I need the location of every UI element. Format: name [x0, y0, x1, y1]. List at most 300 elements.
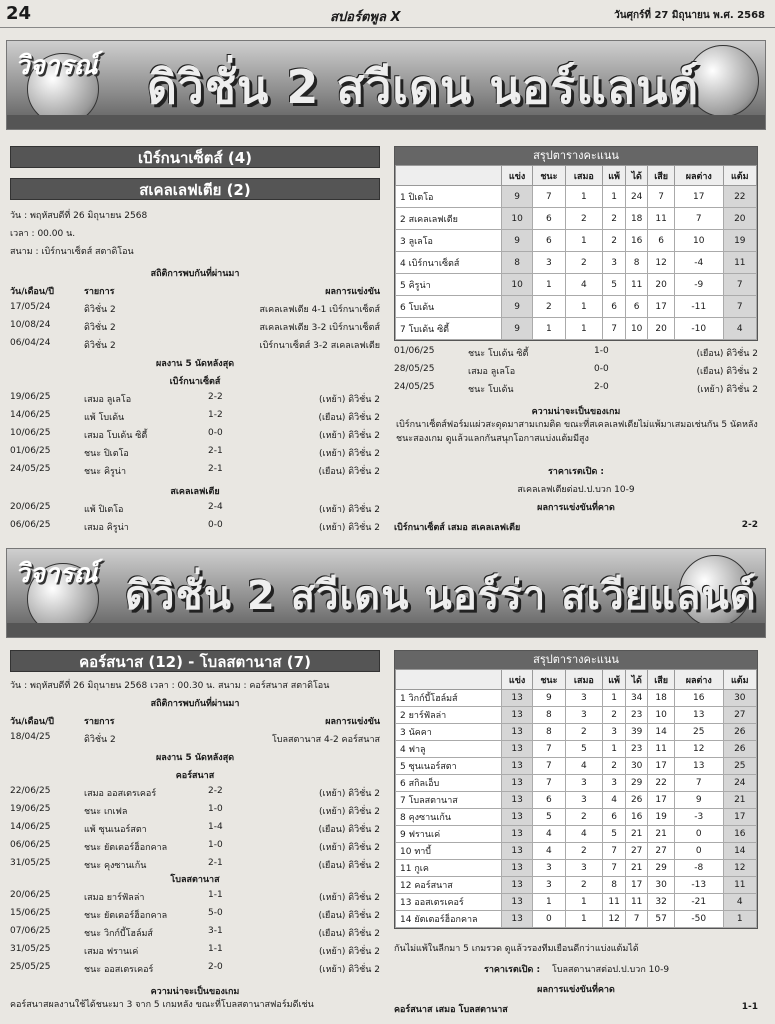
col-date: วัน/เดือน/ปี	[10, 287, 54, 297]
table-cell: 7	[603, 860, 626, 877]
form-opponent: เสมอ ฟรานเค่	[84, 947, 139, 957]
table-cell: 34	[626, 690, 648, 707]
table-cell: 6	[603, 809, 626, 826]
table-row	[396, 826, 757, 843]
h2h-result: โบลสตานาส 4-2 คอร์สนาส	[271, 735, 380, 745]
table-cell: 6	[626, 296, 648, 318]
table-cell: 20	[648, 274, 675, 296]
table-cell: 12	[603, 911, 626, 928]
table-cell: 0	[533, 911, 565, 928]
form-venue: (เหย้า) ดิวิชั่น 2	[319, 431, 380, 441]
form-score: 2-2	[208, 786, 223, 796]
table-cell: 29	[648, 860, 675, 877]
form-row	[10, 926, 380, 938]
table-cell: 5	[603, 826, 626, 843]
table-cell: 3	[603, 775, 626, 792]
form-venue: (เยือน) ดิวิชั่น 2	[318, 929, 380, 939]
h2h-row	[10, 338, 380, 350]
form-row	[10, 822, 380, 834]
table-cell: 11	[626, 894, 648, 911]
h2h-date: 10/08/24	[10, 320, 51, 330]
table-cell: 13	[502, 877, 533, 894]
form-venue: (เหย้า) ดิวิชั่น 2	[319, 449, 380, 459]
table-cell: 39	[626, 724, 648, 741]
note-text: กันไม่แพ้ในลีกมา 5 เกมรวด ดูแล้วรองทีมเยือนดีกว่าแบ่งแต้มได้	[394, 944, 639, 954]
table-cell: 3	[533, 860, 565, 877]
table-row	[396, 724, 757, 741]
table-cell: 5	[533, 809, 565, 826]
table-cell: 25	[723, 758, 756, 775]
table-cell: 18	[626, 208, 648, 230]
table-cell: 4	[565, 826, 603, 843]
table-cell: 13	[502, 741, 533, 758]
team-name: 11 กูเค	[396, 860, 502, 877]
team-name: 3 ลูเลโอ	[396, 230, 502, 252]
table-cell: 30	[723, 690, 756, 707]
table-cell: 11	[603, 894, 626, 911]
table-cell: 3	[565, 690, 603, 707]
trend-title: ความน่าจะเป็นของเกม	[150, 987, 240, 997]
prediction-title: ผลการแข่งขันที่คาด	[537, 503, 615, 513]
table-cell: 17	[626, 877, 648, 894]
form-row	[10, 890, 380, 902]
h2h-competition: ดิวิชั่น 2	[84, 323, 116, 333]
table-cell: 7	[603, 318, 626, 340]
table-cell: 17	[674, 186, 723, 208]
table-row	[396, 792, 757, 809]
table-cell: 1	[565, 318, 603, 340]
table-cell: 17	[648, 792, 675, 809]
table-cell: 13	[674, 758, 723, 775]
table-cell: 11	[626, 274, 648, 296]
table-cell: 25	[674, 724, 723, 741]
form-venue: (เหย้า) ดิวิชั่น 2	[319, 843, 380, 853]
table-cell: 7	[533, 186, 565, 208]
table-cell: 3	[565, 792, 603, 809]
banner-title: ดิวิชั่น 2 สวีเดน นอร์ร่า สเวียแลนด์	[125, 573, 757, 619]
form-score: 1-0	[208, 840, 223, 850]
table-cell: -21	[674, 894, 723, 911]
table-cell: 13	[674, 707, 723, 724]
table-col: เสีย	[648, 670, 675, 690]
form-row	[10, 908, 380, 920]
table-cell: 27	[648, 843, 675, 860]
form-date: 31/05/25	[10, 944, 51, 954]
table-cell: 9	[502, 296, 533, 318]
team-name: 7 โบลสตานาส	[396, 792, 502, 809]
trend-text: เบิร์กนาเซ็ตส์ฟอร์มแผ่วสะดุดมาสามเกมติด ขณะที่สเคลเลฟเตียไม่แพ้มาเสมอเช่นกัน 5 นัดหลังชนะสองเกม ดูแล้วแลกกันสนุกโอกาสแบ่งแต้มมีสูง	[396, 420, 758, 444]
form-score: 1-0	[594, 346, 609, 356]
table-cell: 7	[533, 775, 565, 792]
table-cell: 5	[565, 741, 603, 758]
table-cell: 8	[603, 877, 626, 894]
form-date: 10/06/25	[10, 428, 51, 438]
form-venue: (เหย้า) ดิวิชั่น 2	[319, 965, 380, 975]
team-name: 1 ปิเตโอ	[396, 186, 502, 208]
form-score: 1-4	[208, 822, 223, 832]
table-cell: 21	[626, 860, 648, 877]
table-cell: 4	[533, 826, 565, 843]
table-col: ชนะ	[533, 166, 565, 186]
form-opponent: ชนะ ออสเตรเคอร์	[84, 965, 154, 975]
table-cell: 1	[603, 690, 626, 707]
h2h-result: เบิร์กนาเซ็ตส์ 3-2 สเคลเลฟเตีย	[259, 341, 380, 351]
table-cell: 13	[502, 826, 533, 843]
table-cell: -4	[674, 252, 723, 274]
table-cell: 6	[533, 792, 565, 809]
table-cell: 27	[723, 707, 756, 724]
table-cell: 12	[648, 252, 675, 274]
away-form-title: โบลสตานาส	[170, 875, 220, 885]
team-name: 4 ฟาลู	[396, 741, 502, 758]
table-cell: 1	[565, 296, 603, 318]
form-score: 2-1	[208, 858, 223, 868]
prediction-score: 2-2	[741, 520, 758, 530]
form-venue: (เยือน) ดิวิชั่น 2	[318, 467, 380, 477]
table-cell: 24	[723, 775, 756, 792]
h2h-date: 18/04/25	[10, 732, 51, 742]
table-cell: 9	[502, 230, 533, 252]
standings-title: สรุปตารางคะแนน	[395, 147, 757, 165]
form-date: 06/06/25	[10, 520, 51, 530]
table-cell: 32	[648, 894, 675, 911]
table-row	[396, 296, 757, 318]
table-cell: 16	[626, 809, 648, 826]
table-cell: 7	[533, 741, 565, 758]
table-cell: 14	[723, 843, 756, 860]
away-team-bar: สเคลเลฟเตีย (2)	[10, 178, 380, 200]
table-row	[396, 860, 757, 877]
form-date: 25/05/25	[10, 962, 51, 972]
table-cell: 4	[533, 843, 565, 860]
price-title: ราคาเรตเปิด :	[484, 965, 541, 975]
table-cell: 16	[674, 690, 723, 707]
col-date: วัน/เดือน/ปี	[10, 717, 54, 727]
h2h-competition: ดิวิชั่น 2	[84, 341, 116, 351]
table-cell: 16	[626, 230, 648, 252]
table-col: ได้	[626, 166, 648, 186]
team-name: 5 ซุนเนอร์สตา	[396, 758, 502, 775]
form-row	[10, 410, 380, 422]
table-cell: 4	[565, 274, 603, 296]
table-cell: 17	[648, 758, 675, 775]
table-cell: 4	[565, 758, 603, 775]
table-cell: 3	[533, 877, 565, 894]
team-name: 6 โบเด้น	[396, 296, 502, 318]
table-cell: 4	[723, 894, 756, 911]
form-venue: (เยือน) ดิวิชั่น 2	[318, 861, 380, 871]
prediction-text: คอร์สนาส เสมอ โบลสตานาส	[394, 1005, 508, 1015]
team-name: 12 คอร์สนาส	[396, 877, 502, 894]
table-cell: 10	[648, 707, 675, 724]
table-cell: 26	[723, 724, 756, 741]
form-opponent: ชนะ คุงซานเก้น	[84, 861, 147, 871]
table-cell: 2	[565, 252, 603, 274]
col-list: รายการ	[84, 717, 115, 727]
form-opponent: ชนะ ยัตเตอร์ฮ็อกคาล	[84, 843, 168, 853]
h2h-competition: ดิวิชั่น 2	[84, 735, 116, 745]
table-cell: 2	[603, 707, 626, 724]
table-header	[396, 670, 757, 690]
h2h-result: สเคลเลฟเตีย 4-1 เบิร์กนาเซ็ตส์	[259, 305, 380, 315]
table-cell: 11	[723, 252, 756, 274]
table-cell: 9	[502, 318, 533, 340]
form-score: 5-0	[208, 908, 223, 918]
table-cell: -8	[674, 860, 723, 877]
section1-banner	[6, 40, 766, 130]
match-time: เวลา : 00.00 น.	[10, 229, 76, 239]
prediction-score: 1-1	[741, 1002, 758, 1012]
team-name: 6 สกิลเอ็บ	[396, 775, 502, 792]
form-date: 01/06/25	[10, 446, 51, 456]
table-cell: 23	[626, 707, 648, 724]
banner-title: ดิวิชั่น 2 สวีเดน นอร์แลนด์	[147, 60, 700, 114]
standings-table-2	[394, 650, 758, 929]
table-cell: 2	[565, 877, 603, 894]
form-row	[10, 840, 380, 852]
table-cell: 1	[565, 894, 603, 911]
table-cell: 1	[533, 318, 565, 340]
form-opponent: ชนะ เกเฟล	[84, 807, 128, 817]
table-cell: 10	[626, 318, 648, 340]
table-col: แต้ม	[723, 670, 756, 690]
table-cell: 1	[533, 894, 565, 911]
table-cell: 5	[603, 274, 626, 296]
table-cell: 30	[648, 877, 675, 894]
team-name: 7 โบเด้น ซิตี้	[396, 318, 502, 340]
team-name: 13 ออสเตรเคอร์	[396, 894, 502, 911]
table-cell: 7	[674, 208, 723, 230]
page-header	[0, 0, 775, 28]
table-cell: -10	[674, 318, 723, 340]
table-cell: 12	[723, 860, 756, 877]
form-date: 20/06/25	[10, 502, 51, 512]
table-cell: 22	[648, 775, 675, 792]
table-row	[396, 775, 757, 792]
form-opponent: เสมอ ลูเลโอ	[84, 395, 132, 405]
table-row	[396, 758, 757, 775]
form-date: 19/06/25	[10, 804, 51, 814]
page-number: 24	[6, 3, 32, 24]
section2-banner	[6, 548, 766, 638]
table-cell: 19	[723, 230, 756, 252]
table-cell: 3	[565, 775, 603, 792]
table-cell: 13	[502, 690, 533, 707]
form-opponent: ชนะ โบเด้น	[468, 385, 514, 395]
form-opponent: ชนะ คิรูน่า	[84, 467, 127, 477]
table-col: ผลต่าง	[674, 166, 723, 186]
form-opponent: ชนะ วิกก์บี้โฮล์มส์	[84, 929, 153, 939]
table-cell: 30	[626, 758, 648, 775]
form-opponent: ชนะ ปิเตโอ	[84, 449, 129, 459]
table-cell: 11	[648, 208, 675, 230]
form-row	[10, 446, 380, 458]
table-cell: 2	[603, 230, 626, 252]
team-col	[396, 166, 502, 186]
table-row	[396, 274, 757, 296]
table-cell: 18	[648, 690, 675, 707]
table-col: ผลต่าง	[674, 670, 723, 690]
price-text: สเคลเลฟเตียต่อป.ป.บวก 10-9	[517, 485, 635, 495]
team-name: 9 ฟรานเค่	[396, 826, 502, 843]
table-cell: 26	[723, 741, 756, 758]
col-result: ผลการแข่งขัน	[325, 717, 380, 727]
table-row	[396, 230, 757, 252]
form-date: 28/05/25	[394, 364, 435, 374]
form-opponent: เสมอ ยาร์ฟัลล่า	[84, 893, 145, 903]
price-row	[394, 962, 758, 974]
h2h-title: สถิติการพบกันที่ผ่านมา	[150, 269, 240, 279]
form-date: 19/06/25	[10, 392, 51, 402]
table-cell: 8	[502, 252, 533, 274]
form-date: 01/06/25	[394, 346, 435, 356]
table-cell: 20	[723, 208, 756, 230]
table-cell: 0	[674, 843, 723, 860]
table-cell: 13	[502, 724, 533, 741]
form-row	[10, 392, 380, 404]
form-venue: (เหย้า) ดิวิชั่น 2	[319, 947, 380, 957]
form-date: 24/05/25	[10, 464, 51, 474]
form-score: 2-0	[594, 382, 609, 392]
form-venue: (เยือน) ดิวิชั่น 2	[696, 349, 758, 359]
table-cell: 21	[723, 792, 756, 809]
table-header	[396, 166, 757, 186]
table-cell: 8	[533, 707, 565, 724]
table-cell: 13	[502, 860, 533, 877]
form-date: 24/05/25	[394, 382, 435, 392]
issue-date: วันศุกร์ที่ 27 มิถุนายน พ.ศ. 2568	[614, 10, 765, 21]
table-cell: 3	[565, 707, 603, 724]
table-cell: 1	[565, 911, 603, 928]
h2h-date: 17/05/24	[10, 302, 51, 312]
table-cell: 29	[626, 775, 648, 792]
col-result: ผลการแข่งขัน	[325, 287, 380, 297]
form-score: 0-0	[208, 428, 223, 438]
match-info: วัน : พฤหัสบดีที่ 26 มิถุนายน 2568 เวลา : 00.30 น. สนาม : คอร์สนาส สตาดิโอน	[10, 681, 330, 691]
form-venue: (เยือน) ดิวิชั่น 2	[318, 825, 380, 835]
team-name: 1 วิกก์บี้โฮล์มส์	[396, 690, 502, 707]
table-col: เสีย	[648, 166, 675, 186]
match-venue: สนาม : เบิร์กนาเซ็ตส์ สตาดิโอน	[10, 247, 134, 257]
table-cell: 6	[533, 230, 565, 252]
table-cell: 17	[723, 809, 756, 826]
table-cell: 2	[565, 843, 603, 860]
team-name: 10 ทาบี้	[396, 843, 502, 860]
form-venue: (เหย้า) ดิวิชั่น 2	[697, 385, 758, 395]
table-cell: 9	[533, 690, 565, 707]
form-date: 15/06/25	[10, 908, 51, 918]
form-date: 31/05/25	[10, 858, 51, 868]
form-row	[394, 346, 758, 358]
form-opponent: เสมอ ลูเลโอ	[468, 367, 516, 377]
form-venue: (เยือน) ดิวิชั่น 2	[696, 367, 758, 377]
team-name: 2 สเคลเลฟเตีย	[396, 208, 502, 230]
banner-label: วิจารณ์	[15, 51, 98, 81]
table-cell: 2	[603, 208, 626, 230]
newspaper-logo: สปอร์ตพูล X	[330, 10, 401, 25]
team-name: 3 นัคคา	[396, 724, 502, 741]
table-cell: 6	[603, 296, 626, 318]
team-name: 4 เบิร์กนาเซ็ตส์	[396, 252, 502, 274]
table-cell: 12	[674, 741, 723, 758]
table-cell: 14	[648, 724, 675, 741]
table-row	[396, 741, 757, 758]
banner-label: วิจารณ์	[15, 559, 98, 589]
home-form-title: เบิร์กนาเซ็ตส์	[169, 377, 221, 387]
home-form-title: คอร์สนาส	[175, 771, 215, 781]
form-date: 07/06/25	[10, 926, 51, 936]
prediction-row	[394, 520, 758, 532]
table-cell: 2	[603, 758, 626, 775]
prediction-title: ผลการแข่งขันที่คาด	[537, 985, 615, 995]
h2h-date: 06/04/24	[10, 338, 51, 348]
table-row	[396, 690, 757, 707]
table-cell: 1	[603, 741, 626, 758]
table-cell: -11	[674, 296, 723, 318]
table-col: แพ้	[603, 670, 626, 690]
table-cell: -50	[674, 911, 723, 928]
table-cell: 2	[565, 724, 603, 741]
form-opponent: แพ้ ปิเตโอ	[84, 505, 124, 515]
form-opponent: ชนะ ยัตเตอร์ฮ็อกคาล	[84, 911, 168, 921]
form-row	[10, 464, 380, 476]
form-venue: (เหย้า) ดิวิชั่น 2	[319, 505, 380, 515]
table-cell: 13	[502, 809, 533, 826]
home-team-bar: เบิร์กนาเซ็ตส์ (4)	[10, 146, 380, 168]
table-row	[396, 252, 757, 274]
table-cell: -9	[674, 274, 723, 296]
form-score: 1-2	[208, 410, 223, 420]
form-opponent: แพ้ โบเด้น	[84, 413, 125, 423]
table-cell: 2	[565, 809, 603, 826]
table-cell: 11	[648, 741, 675, 758]
standings-table-1	[394, 146, 758, 341]
table-col: แพ้	[603, 166, 626, 186]
table-row	[396, 208, 757, 230]
trend-text: คอร์สนาสผลงานใช้ได้ชนะมา 3 จาก 5 เกมหลัง ขณะที่โบลสตานาสฟอร์มดีเช่น	[10, 1000, 314, 1010]
form-score: 2-0	[208, 962, 223, 972]
table-col: ชนะ	[533, 670, 565, 690]
h2h-header	[10, 284, 380, 296]
team-name: 5 คิรูน่า	[396, 274, 502, 296]
table-cell: 9	[674, 792, 723, 809]
team-name: 2 ยาร์ฟัลล่า	[396, 707, 502, 724]
prediction-row	[394, 1002, 758, 1014]
table-cell: 4	[603, 792, 626, 809]
table-cell: 23	[626, 741, 648, 758]
h2h-row	[10, 302, 380, 314]
form-row	[394, 364, 758, 376]
table-cell: 21	[648, 826, 675, 843]
h2h-row	[10, 320, 380, 332]
form-score: 2-2	[208, 392, 223, 402]
table-cell: 17	[648, 296, 675, 318]
form-venue: (เยือน) ดิวิชั่น 2	[318, 413, 380, 423]
form-score: 1-0	[208, 804, 223, 814]
form-venue: (เยือน) ดิวิชั่น 2	[318, 911, 380, 921]
h2h-result: สเคลเลฟเตีย 3-2 เบิร์กนาเซ็ตส์	[259, 323, 380, 333]
form-row	[10, 858, 380, 870]
form-opponent: เสมอ คิรูน่า	[84, 523, 129, 533]
h2h-header	[10, 714, 380, 726]
match-title-bar: คอร์สนาส (12) - โบลสตานาส (7)	[10, 650, 380, 672]
team-col	[396, 670, 502, 690]
table-cell: 1	[603, 186, 626, 208]
table-cell: 9	[502, 186, 533, 208]
table-cell: 3	[565, 860, 603, 877]
table-row	[396, 707, 757, 724]
table-row	[396, 877, 757, 894]
